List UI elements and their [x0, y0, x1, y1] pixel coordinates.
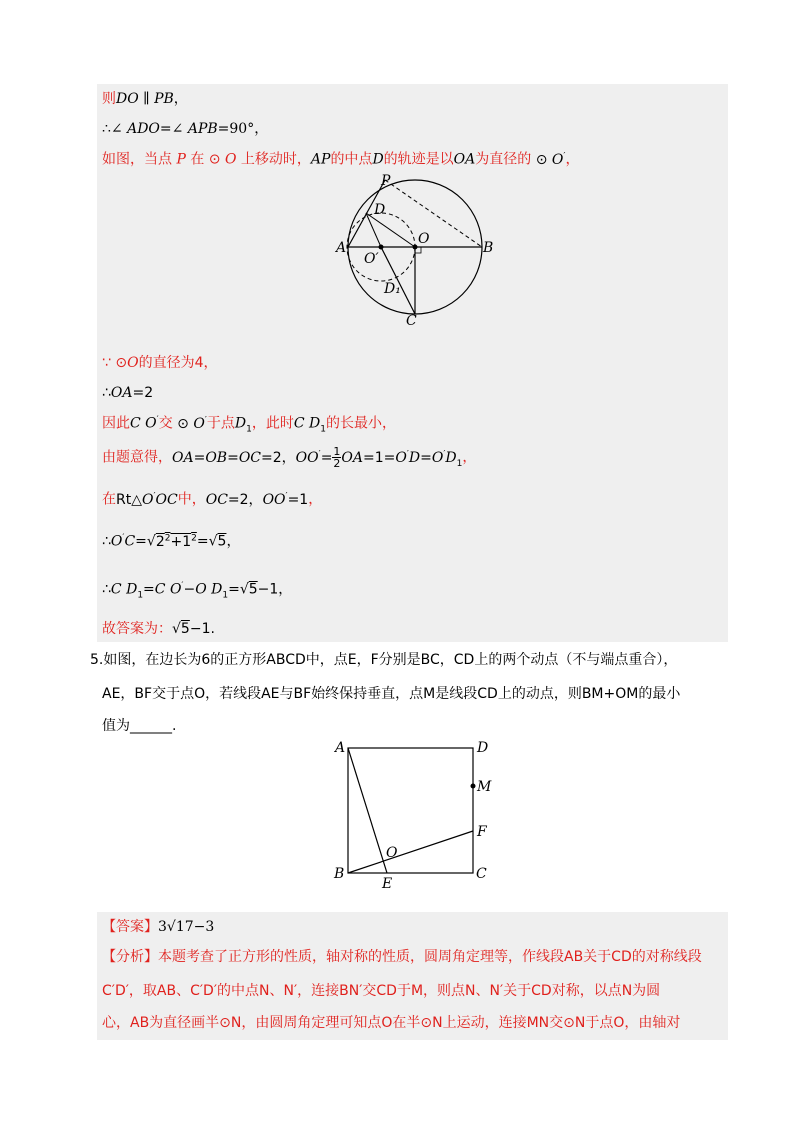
question-5-line-3: 值为______.: [102, 718, 177, 734]
answer-value: 3√17−3: [158, 919, 215, 935]
sol-line-1: 则DO ∥ PB，: [102, 91, 188, 107]
fig1-label-C: C: [406, 313, 417, 329]
analysis-line-1: 【分析】本题考查了正方形的性质，轴对称的性质，圆周角定理等，作线段AB关于CD的对称线段: [102, 949, 702, 965]
sol-line-11: 故答案为：√5−1.: [102, 621, 215, 637]
sol-line-7: 由题意得，OA=OB=OC=2，OO′= $\frac{1}{2}$ $OA=1=O'D=O'D_1$，: [102, 445, 477, 470]
sol-line-5: ∴OA=2: [102, 385, 154, 401]
fig2-label-D: D: [477, 740, 489, 756]
fig1-label-P: P: [381, 173, 391, 189]
fig1-label-A: A: [336, 240, 347, 256]
fig2-label-C: C: [476, 866, 487, 882]
analysis-tag: 【分析】: [102, 949, 158, 965]
question-5-line-1: 5.如图，在边长为6的正方形ABCD中，点E，F分别是BC，CD上的两个动点（不与端点重合），: [90, 652, 678, 668]
sol-line-6: 因此C O′交 ⊙ O′于点$D_1$，此时C $D_1$的长最小，: [102, 415, 396, 435]
fig2-label-B: B: [334, 866, 345, 882]
analysis-line-2: C′D′，取AB、C′D′的中点N、N′，连接BN′交CD于M，则点N、N′关于CD对称，以点N为圆: [102, 983, 661, 999]
answer-tag: 【答案】: [102, 919, 158, 935]
fig2-label-M: M: [477, 779, 492, 795]
question-5-line-2: AE，BF交于点O，若线段AE与BF始终保持垂直，点M是线段CD上的动点，则BM+OM的最小: [102, 686, 681, 702]
sol-line-8: 在Rt△O′OC中，OC=2，OO′=1，: [102, 491, 323, 508]
fig2-label-A: A: [335, 740, 346, 756]
fig1-label-D: D: [374, 202, 386, 218]
fig2-label-O: O: [386, 845, 398, 861]
fig1-label-B: B: [483, 240, 494, 256]
sol-line-9: $\therefore O'C=√2^2+1^2=√5$，: [102, 533, 241, 550]
sol-line-3: 如图，当点 P 在 ⊙ O 上移动时，AP的中点D的轨迹是以OA为直径的 ⊙ O′，: [102, 151, 580, 168]
analysis-line-3: 心，AB为直径画半⊙N，由圆周角定理可知点O在半⊙N上运动，连接MN交⊙N于点O，由轴对: [102, 1015, 681, 1031]
sol-line-10: ∴C $D_1=C$ O′−O $D_1=√5-1$，: [102, 581, 293, 601]
fig2-label-E: E: [382, 876, 393, 892]
sol-line-4: ∵ ⊙O的直径为4，: [102, 355, 218, 371]
fig1-label-D1: D₁: [384, 281, 401, 297]
fig2-label-F: F: [477, 824, 487, 840]
answer-line: [102, 920, 214, 934]
sol-line-2: ∴∠ ADO=∠ APB=90°，: [102, 121, 269, 137]
fig1-label-Oprime: O′: [364, 251, 379, 267]
fig1-label-O: O: [418, 231, 430, 247]
